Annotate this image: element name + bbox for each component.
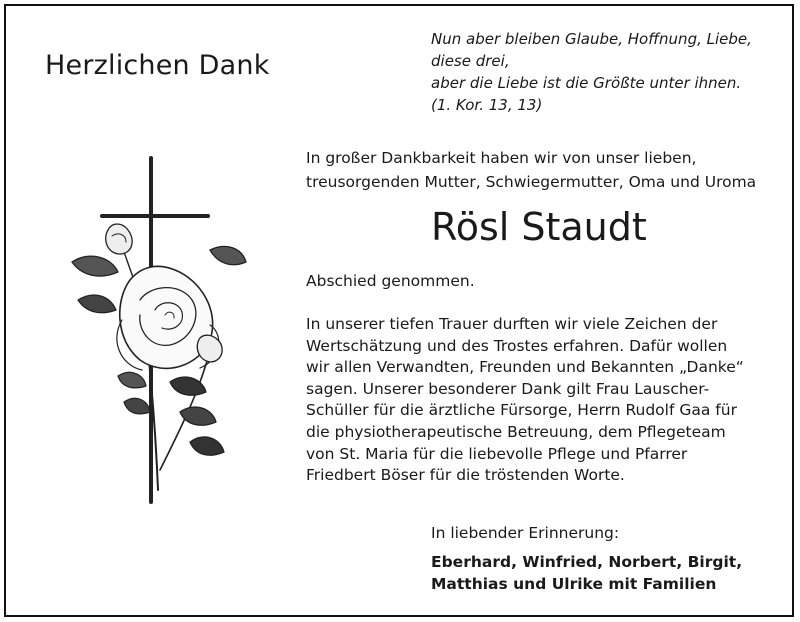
body-line: Wertschätzung und des Trostes erfahren. Dafür wollen [306, 336, 728, 355]
bible-verse [431, 28, 771, 116]
body-line: sagen. Unserer besonderer Dank gilt Frau Lauscher- [306, 379, 710, 398]
intro-text [306, 146, 756, 194]
body-line: In unserer tiefen Trauer durften wir viele Zeichen der [306, 315, 718, 333]
body-line: Friedbert Böser für die tröstenden Worte. [306, 466, 625, 485]
page-title: Herzlichen Dank [45, 50, 270, 81]
intro-line: treusorgenden Mutter, Schwiegermutter, Oma und Uroma [306, 173, 757, 191]
family-signature [431, 551, 742, 595]
farewell-text: Abschied genommen. [306, 272, 475, 290]
verse-line: diese drei, [431, 52, 510, 70]
verse-line: (1. Kor. 13, 13) [431, 96, 543, 114]
thanks-body [306, 314, 744, 487]
verse-line: Nun aber bleiben Glaube, Hoffnung, Liebe, [431, 30, 752, 48]
body-line: wir allen Verwandten, Freunden und Bekannten „Danke“ [306, 358, 744, 377]
body-line: Schüller für die ärztliche Fürsorge, Herrn Rudolf Gaa für [306, 401, 737, 420]
verse-line: aber die Liebe ist die Größte unter ihnen. [431, 74, 742, 92]
memory-label: In liebender Erinnerung: [431, 524, 620, 542]
family-line: Matthias und Ulrike mit Familien [431, 575, 717, 593]
body-line: die physiotherapeutische Betreuung, dem Pflegeteam [306, 422, 726, 441]
body-line: von St. Maria für die liebevolle Pflege und Pfarrer [306, 444, 688, 463]
intro-line: In großer Dankbarkeit haben wir von unser lieben, [306, 149, 697, 167]
cross-with-rose-icon [60, 150, 260, 510]
deceased-name: Rösl Staudt [431, 205, 647, 249]
family-line: Eberhard, Winfried, Norbert, Birgit, [431, 553, 743, 571]
